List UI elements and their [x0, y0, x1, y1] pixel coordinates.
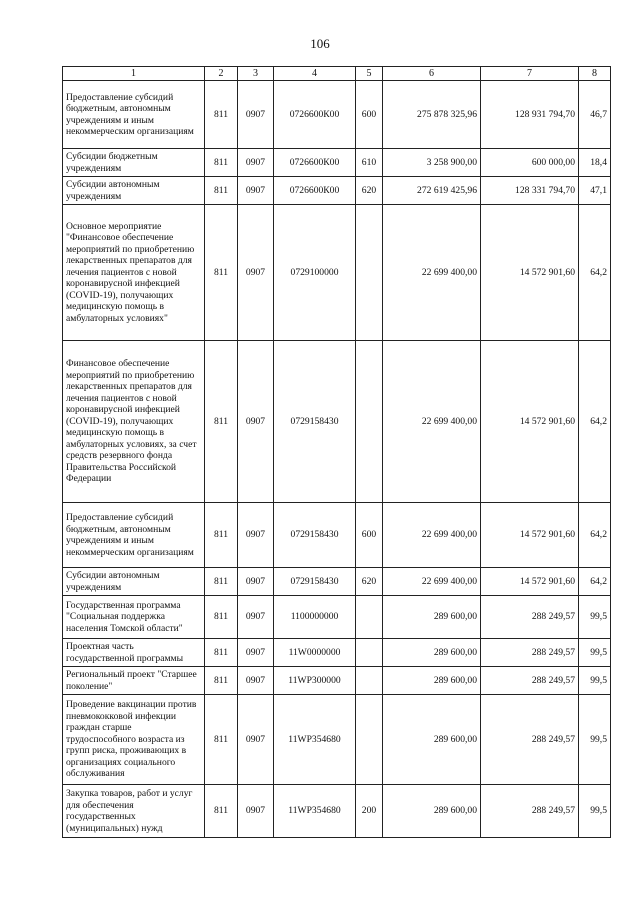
- row-name: Субсидии бюджетным учреждениям: [63, 149, 205, 177]
- row-admin-code: 811: [205, 149, 238, 177]
- row-actual-amount: 14 572 901,60: [481, 205, 579, 341]
- row-section-code: 0907: [238, 667, 274, 695]
- row-target-code: 0729100000: [274, 205, 356, 341]
- row-admin-code: 811: [205, 568, 238, 596]
- row-percent: 46,7: [579, 81, 611, 149]
- row-target-code: 0729158430: [274, 503, 356, 568]
- row-target-code: 0729158430: [274, 341, 356, 503]
- row-section-code: 0907: [238, 785, 274, 838]
- row-section-code: 0907: [238, 149, 274, 177]
- row-actual-amount: 128 931 794,70: [481, 81, 579, 149]
- row-actual-amount: 288 249,57: [481, 667, 579, 695]
- column-header: 8: [579, 67, 611, 81]
- header-row: [63, 67, 611, 81]
- row-admin-code: 811: [205, 639, 238, 667]
- row-name: Закупка товаров, работ и услуг для обеспечения государственных (муниципальных) нужд: [63, 785, 205, 838]
- row-section-code: 0907: [238, 503, 274, 568]
- column-header: 1: [63, 67, 205, 81]
- row-expense-type: [356, 205, 383, 341]
- table-row: [63, 205, 611, 341]
- row-name: Государственная программа "Социальная поддержка населения Томской области": [63, 596, 205, 639]
- row-expense-type: 610: [356, 149, 383, 177]
- row-expense-type: 620: [356, 568, 383, 596]
- row-planned-amount: 289 600,00: [383, 667, 481, 695]
- table-row: [63, 503, 611, 568]
- row-section-code: 0907: [238, 596, 274, 639]
- row-percent: 18,4: [579, 149, 611, 177]
- row-expense-type: 200: [356, 785, 383, 838]
- row-planned-amount: 289 600,00: [383, 695, 481, 785]
- row-percent: 99,5: [579, 639, 611, 667]
- row-percent: 64,2: [579, 568, 611, 596]
- row-name: Проведение вакцинации против пневмококковой инфекции граждан старше трудоспособного возраста из групп риска, проживающих в организациях социального обслуживания: [63, 695, 205, 785]
- row-name: Субсидии автономным учреждениям: [63, 568, 205, 596]
- row-planned-amount: 289 600,00: [383, 785, 481, 838]
- row-section-code: 0907: [238, 341, 274, 503]
- row-actual-amount: 14 572 901,60: [481, 503, 579, 568]
- column-header: 6: [383, 67, 481, 81]
- row-section-code: 0907: [238, 81, 274, 149]
- row-target-code: 0726600К00: [274, 149, 356, 177]
- row-actual-amount: 288 249,57: [481, 639, 579, 667]
- row-name: Предоставление субсидий бюджетным, автономным учреждениям и иным некоммерческим организациям: [63, 503, 205, 568]
- row-percent: 99,5: [579, 785, 611, 838]
- row-expense-type: [356, 596, 383, 639]
- column-header: 5: [356, 67, 383, 81]
- row-section-code: 0907: [238, 205, 274, 341]
- row-target-code: 0726600К00: [274, 81, 356, 149]
- row-name: Субсидии автономным учреждениям: [63, 177, 205, 205]
- row-admin-code: 811: [205, 205, 238, 341]
- budget-table: [62, 66, 611, 838]
- row-percent: 64,2: [579, 341, 611, 503]
- row-percent: 64,2: [579, 503, 611, 568]
- row-actual-amount: 288 249,57: [481, 596, 579, 639]
- row-admin-code: 811: [205, 785, 238, 838]
- row-planned-amount: 22 699 400,00: [383, 205, 481, 341]
- table-row: [63, 596, 611, 639]
- row-expense-type: [356, 639, 383, 667]
- row-planned-amount: 272 619 425,96: [383, 177, 481, 205]
- row-planned-amount: 3 258 900,00: [383, 149, 481, 177]
- table-row: [63, 341, 611, 503]
- row-percent: 47,1: [579, 177, 611, 205]
- row-name: Проектная часть государственной программы: [63, 639, 205, 667]
- row-target-code: 11WP300000: [274, 667, 356, 695]
- column-header: 2: [205, 67, 238, 81]
- row-percent: 99,5: [579, 596, 611, 639]
- table-row: [63, 568, 611, 596]
- column-header: 3: [238, 67, 274, 81]
- row-actual-amount: 128 331 794,70: [481, 177, 579, 205]
- table-row: [63, 785, 611, 838]
- row-planned-amount: 22 699 400,00: [383, 503, 481, 568]
- row-admin-code: 811: [205, 596, 238, 639]
- row-actual-amount: 288 249,57: [481, 695, 579, 785]
- row-planned-amount: 289 600,00: [383, 596, 481, 639]
- column-header: 4: [274, 67, 356, 81]
- row-target-code: 11WP354680: [274, 785, 356, 838]
- row-admin-code: 811: [205, 503, 238, 568]
- row-actual-amount: 288 249,57: [481, 785, 579, 838]
- row-planned-amount: 22 699 400,00: [383, 568, 481, 596]
- row-expense-type: 620: [356, 177, 383, 205]
- row-admin-code: 811: [205, 341, 238, 503]
- row-admin-code: 811: [205, 667, 238, 695]
- row-admin-code: 811: [205, 695, 238, 785]
- column-header: 7: [481, 67, 579, 81]
- row-expense-type: 600: [356, 503, 383, 568]
- row-expense-type: 600: [356, 81, 383, 149]
- row-percent: 99,5: [579, 695, 611, 785]
- row-percent: 64,2: [579, 205, 611, 341]
- row-admin-code: 811: [205, 177, 238, 205]
- row-planned-amount: 289 600,00: [383, 639, 481, 667]
- row-target-code: 1100000000: [274, 596, 356, 639]
- row-section-code: 0907: [238, 568, 274, 596]
- page-number: 106: [310, 36, 330, 51]
- table-row: [63, 667, 611, 695]
- row-name: Основное мероприятие "Финансовое обеспечение мероприятий по приобретению лекарственных препаратов для лечения пациентов с новой коронавирусной инфекцией (COVID-19), получающих медицинскую помощь в амбулаторных условиях": [63, 205, 205, 341]
- row-section-code: 0907: [238, 177, 274, 205]
- row-planned-amount: 22 699 400,00: [383, 341, 481, 503]
- table-row: [63, 81, 611, 149]
- row-section-code: 0907: [238, 695, 274, 785]
- row-target-code: 0726600К00: [274, 177, 356, 205]
- row-expense-type: [356, 667, 383, 695]
- row-percent: 99,5: [579, 667, 611, 695]
- table-row: [63, 639, 611, 667]
- row-expense-type: [356, 341, 383, 503]
- table-row: [63, 177, 611, 205]
- row-target-code: 11WP354680: [274, 695, 356, 785]
- table-row: [63, 695, 611, 785]
- row-name: Финансовое обеспечение мероприятий по приобретению лекарственных препаратов для лечения пациентов с новой коронавирусной инфекцией (COVID-19), получающих медицинскую помощь в амбулаторных условиях, за счет средств резервного фонда Правительства Российской Федерации: [63, 341, 205, 503]
- row-expense-type: [356, 695, 383, 785]
- row-planned-amount: 275 878 325,96: [383, 81, 481, 149]
- row-actual-amount: 14 572 901,60: [481, 341, 579, 503]
- table-body: [63, 81, 611, 838]
- row-actual-amount: 14 572 901,60: [481, 568, 579, 596]
- row-target-code: 11W0000000: [274, 639, 356, 667]
- row-target-code: 0729158430: [274, 568, 356, 596]
- row-actual-amount: 600 000,00: [481, 149, 579, 177]
- row-name: Региональный проект "Старшее поколение": [63, 667, 205, 695]
- table-row: [63, 149, 611, 177]
- row-admin-code: 811: [205, 81, 238, 149]
- row-name: Предоставление субсидий бюджетным, автономным учреждениям и иным некоммерческим организациям: [63, 81, 205, 149]
- row-section-code: 0907: [238, 639, 274, 667]
